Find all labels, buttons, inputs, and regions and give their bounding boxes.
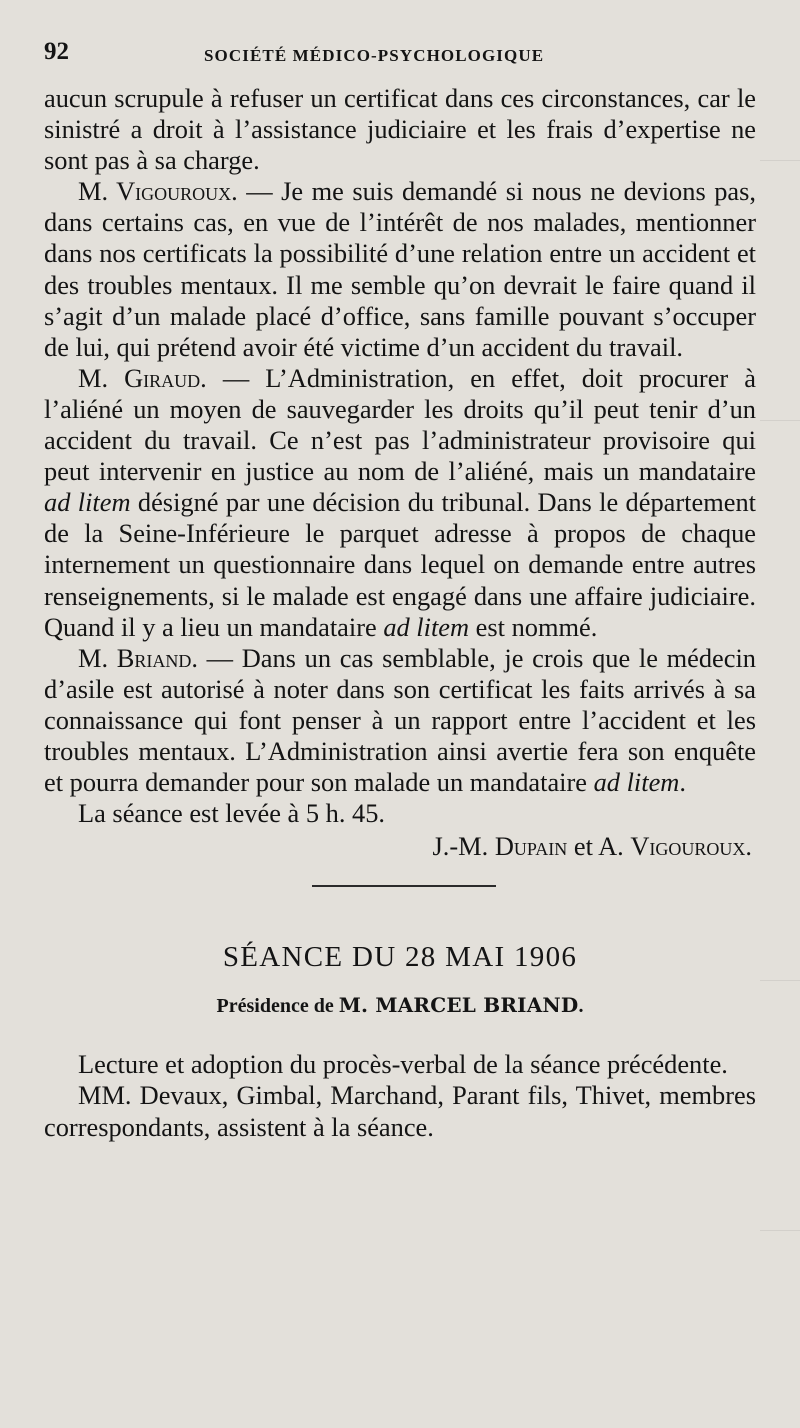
briand-text-2: . bbox=[679, 767, 686, 798]
page-body bbox=[44, 83, 756, 1143]
presidency-suffix: . bbox=[578, 995, 584, 1018]
attendance-paragraph: MM. Devaux, Gimbal, Marchand, Parant fils, Thivet, membres correspondants, assistent à la séance. bbox=[44, 1080, 756, 1142]
page-header bbox=[44, 38, 754, 72]
speaker-vigouroux: M. Vigouroux. bbox=[78, 176, 238, 207]
vigouroux-paragraph bbox=[44, 176, 756, 363]
show-through-mark bbox=[760, 160, 800, 161]
briand-latin-term: ad litem bbox=[593, 767, 680, 798]
signature-prefix: J.-M. bbox=[432, 831, 495, 862]
presidency-name: M. MARCEL BRIAND bbox=[338, 993, 579, 1018]
vigouroux-text: — Je me suis demandé si nous ne devions pas, dans certains cas, en vue de l’intérêt de nos malades, mentionner dans nos certificats la possibilité d’une relation entre un accident et des troubles mentaux. Il me semble qu’on devrait le faire quand il s’agit d’un malade placé d’office, sans famille pouvant s’occuper de lui, qui prétend avoir été victime d’un accident du travail. bbox=[44, 176, 756, 362]
signature-suffix: . bbox=[745, 831, 752, 862]
continuation-paragraph: aucun scrupule à refuser un certificat dans ces circonstances, car le sinistré a droit à l’assistance judiciaire et les frais d’expertise ne sont pas à sa charge. bbox=[44, 83, 756, 176]
session-title: SÉANCE DU 28 MAI 1906 bbox=[222, 941, 578, 974]
giraud-text-3: est nommé. bbox=[469, 611, 598, 642]
running-title: SOCIÉTÉ MÉDICO-PSYCHOLOGIQUE bbox=[204, 46, 545, 65]
briand-text-1: — Dans un cas semblable, je crois que le médecin d’asile est autorisé à noter dans son certificat les faits arrivés à sa connaissance qui font penser à un rapport entre l’accident et les troubles mentaux. L’Administration ainsi avertie fera son enquête et pourra demander pour son malade un mandataire bbox=[44, 642, 757, 798]
signature-line bbox=[44, 831, 756, 862]
giraud-paragraph bbox=[44, 363, 756, 643]
giraud-latin-term-1: ad litem bbox=[44, 487, 131, 518]
closing-line: La séance est levée à 5 h. 45. bbox=[78, 798, 386, 829]
speaker-giraud: M. Giraud. bbox=[78, 362, 207, 393]
section-divider bbox=[312, 885, 496, 887]
signature-joiner: et A. bbox=[567, 831, 631, 862]
presidency-line bbox=[44, 992, 756, 1019]
presidency-prefix: Présidence de bbox=[216, 995, 339, 1018]
show-through-mark bbox=[760, 420, 800, 421]
giraud-latin-term-2: ad litem bbox=[383, 611, 470, 642]
signature-name-dupain: Dupain bbox=[494, 831, 568, 862]
show-through-mark bbox=[760, 980, 800, 981]
page-number: 92 bbox=[44, 38, 69, 65]
show-through-mark bbox=[760, 1230, 800, 1231]
briand-paragraph bbox=[44, 643, 756, 798]
giraud-text-2: désigné par une décision du tribunal. Dans le département de la Seine-Inférieure le parquet adresse à propos de chaque internement un questionnaire dans lequel on demande entre autres renseignements, si le malade est engagé dans une affaire judiciaire. Quand il y a lieu un mandataire bbox=[44, 487, 756, 642]
speaker-briand: M. Briand. bbox=[78, 642, 198, 673]
giraud-text-1: — L’Administration, en effet, doit procurer à l’aliéné un moyen de sauvegarder les droits qu’il peut tenir d’un accident du travail. Ce n’est pas l’administrateur provisoire qui peut intervenir en justice au nom de l’aliéné, mais un mandataire bbox=[44, 362, 756, 487]
minutes-paragraph: Lecture et adoption du procès-verbal de la séance précédente. bbox=[78, 1049, 728, 1080]
signature-name-vigouroux: Vigouroux bbox=[630, 831, 746, 862]
